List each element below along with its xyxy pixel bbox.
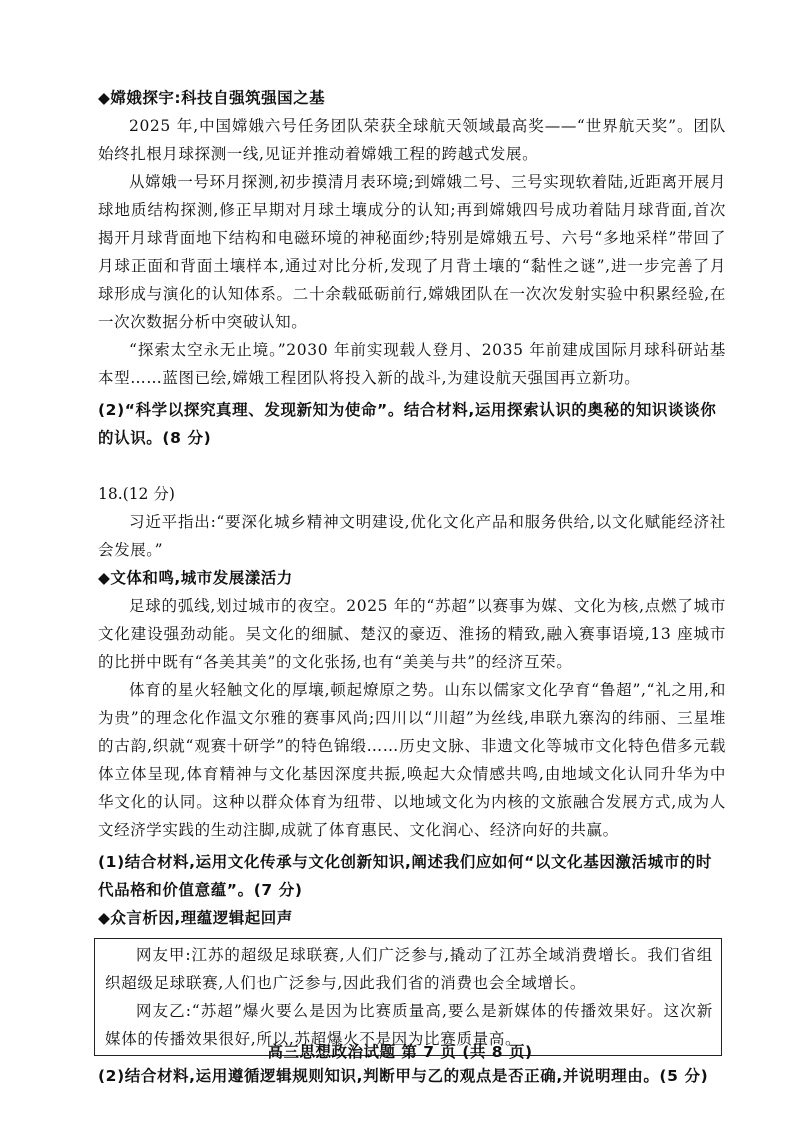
question-18-1: (1)结合材料,运用文化传承与文化创新知识,阐述我们应如何“以文化基因激活城市的时代品格和价值意蕴”。(7 分) [98, 853, 713, 899]
section-heading-sports-culture: ◆文体和鸣,城市发展漾活力 [98, 569, 293, 587]
question-18-title: 18.(12 分) [98, 485, 175, 503]
page-footer: 高三思想政治试题 第 7 页 (共 8 页) [267, 1043, 533, 1061]
page-content [98, 84, 726, 1090]
paragraph-future-plan: “探索太空永无止境。”2030 年前实现载人登月、2035 年前建成国际月球科研站基本型……蓝图已绘,嫦娥工程团队将投入新的战斗,为建设航天强国再立新功。 [98, 341, 726, 387]
netizen-a-opinion: 网友甲:江苏的超级足球联赛,人们广泛参与,撬动了江苏全域消费增长。我们省组织超级足球联赛,人们也广泛参与,因此我们省的消费也会全域增长。 [105, 946, 713, 992]
question-17-2: (2)“科学以探究真理、发现新知为使命”。结合材料,运用探索认识的奥秘的知识谈谈你的认识。(8 分) [98, 401, 717, 447]
paragraph-sports-culture-fusion: 体育的星火轻触文化的厚壤,顿起燎原之势。山东以儒家文化孕育“鲁超”,“礼之用,和为贵”的理念化作温文尔雅的赛事风尚;四川以“川超”为丝线,串联九寨沟的纬丽、三星堆的古韵,织就“观赛十研学”的特色锦缎……历史文脉、非遗文化等城市文化特色借多元载体立体呈现,体育精神与文化基因深度共振,唤起大众情感共鸣,由地域文化认同升华为中华文化的认同。这种以群众体育为纽带、以地域文化为内核的文旅融合发展方式,成为人文经济学实践的生动注脚,成就了体育惠民、文化润心、经济向好的共赢。 [98, 681, 726, 839]
paragraph-su-chao: 足球的弧线,划过城市的夜空。2025 年的“苏超”以赛事为媒、文化为核,点燃了城市文化建设强劲动能。吴文化的细腻、楚汉的豪迈、淮扬的精致,融入赛事语境,13 座城市的比拼中既有“各美其美”的文化张扬,也有“美美与共”的经济互荣。 [98, 597, 726, 671]
netizen-opinions-box [94, 938, 722, 1056]
paragraph-award: 2025 年,中国嫦娥六号任务团队荣获全球航天领域最高奖——“世界航天奖”。团队始终扎根月球探测一线,见证并推动着嫦娥工程的跨越式发展。 [98, 117, 726, 163]
question-18-2: (2)结合材料,运用遵循逻辑规则知识,判断甲与乙的观点是否正确,并说明理由。(5 分) [98, 1067, 709, 1085]
section-heading-change-exploration: ◆嫦娥探宇:科技自强筑强国之基 [98, 89, 326, 107]
section-heading-logic: ◆众言析因,理蕴逻辑起回声 [98, 909, 293, 927]
paragraph-chang-e-history: 从嫦娥一号环月探测,初步摸清月表环境;到嫦娥二号、三号实现软着陆,近距离开展月球地质结构探测,修正早期对月球土壤成分的认知;再到嫦娥四号成功着陆月球背面,首次揭开月球背面地下结构和电磁环境的神秘面纱;特别是嫦娥五号、六号“多地采样”带回了月球正面和背面土壤样本,通过对比分析,发现了月背土壤的“黏性之谜”,进一步完善了月球形成与演化的认知体系。二十余载砥砺前行,嫦娥团队在一次次发射实验中积累经验,在一次次数据分析中突破认知。 [98, 173, 726, 331]
netizen-b-opinion: 网友乙:“苏超”爆火要么是因为比赛质量高,要么是新媒体的传播效果好。这次新媒体的传播效果很好,所以,苏超爆火不是因为比赛质量高。 [105, 1002, 713, 1048]
paragraph-xi-quote: 习近平指出:“要深化城乡精神文明建设,优化文化产品和服务供给,以文化赋能经济社会发展。” [98, 513, 726, 559]
